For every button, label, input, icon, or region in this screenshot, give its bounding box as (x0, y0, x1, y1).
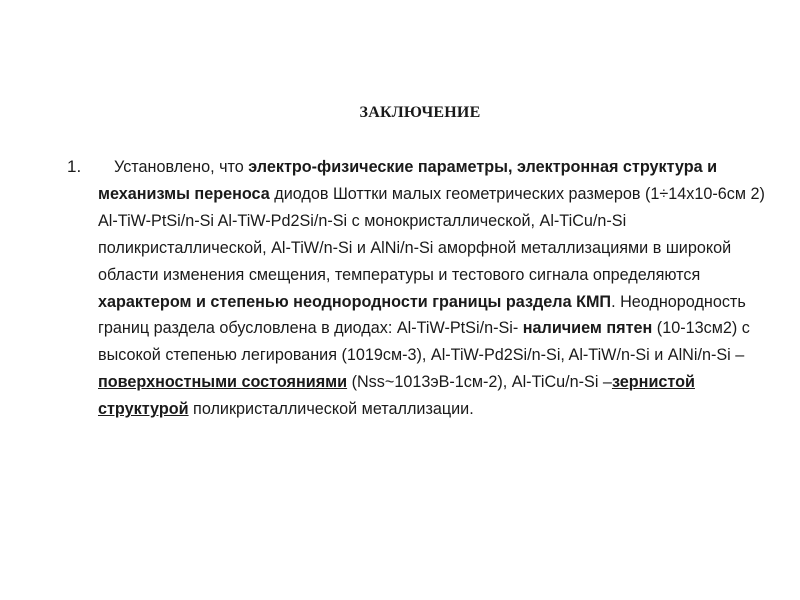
text-span: . Неоднородность границ раздела обусловлена в диодах: Al-TiW-PtSi/n-Si- (98, 292, 746, 338)
conclusion-paragraph (98, 154, 777, 423)
text-span: поликристаллической металлизации. (188, 400, 474, 419)
emphasis-interface-nonuniformity: характером и степенью неоднородности границы раздела КМП (98, 292, 612, 311)
emphasis-parameters: электро-физические параметры, электронная структура и механизмы переноса (98, 158, 718, 203)
emphasis-spots: наличием пятен (522, 319, 653, 338)
slide-title: ЗАКЛЮЧЕНИЕ (359, 104, 481, 121)
text-span: Установлено, что (114, 158, 249, 176)
text-span: (10-13см2) с высокой степенью легирования (1019см-3), Al-TiW-Pd2Si/n-Si, Al-TiW/n-Si и AlNi/n-Si – (98, 319, 750, 365)
text-span: (Nss~1013эВ-1см-2), Al-TiCu/n-Si – (347, 373, 612, 392)
text-span: диодов Шоттки малых геометрических размеров (1÷14х10-6см 2) Al-TiW-PtSi/n-Si Al-TiW-Pd2Si/n-Si с монокристаллической, Al-TiCu/n-Si поликристаллической, Al-TiW/n-Si и AlNi/n-Si аморфной металлизациями в широкой области изменения смещения, температуры и тестового сигнала определяются (98, 184, 765, 284)
emphasis-grain-structure: зернистой структурой (98, 373, 695, 419)
emphasis-surface-states: поверхностными состояниями (98, 373, 348, 392)
list-item-number: 1. (67, 157, 82, 176)
